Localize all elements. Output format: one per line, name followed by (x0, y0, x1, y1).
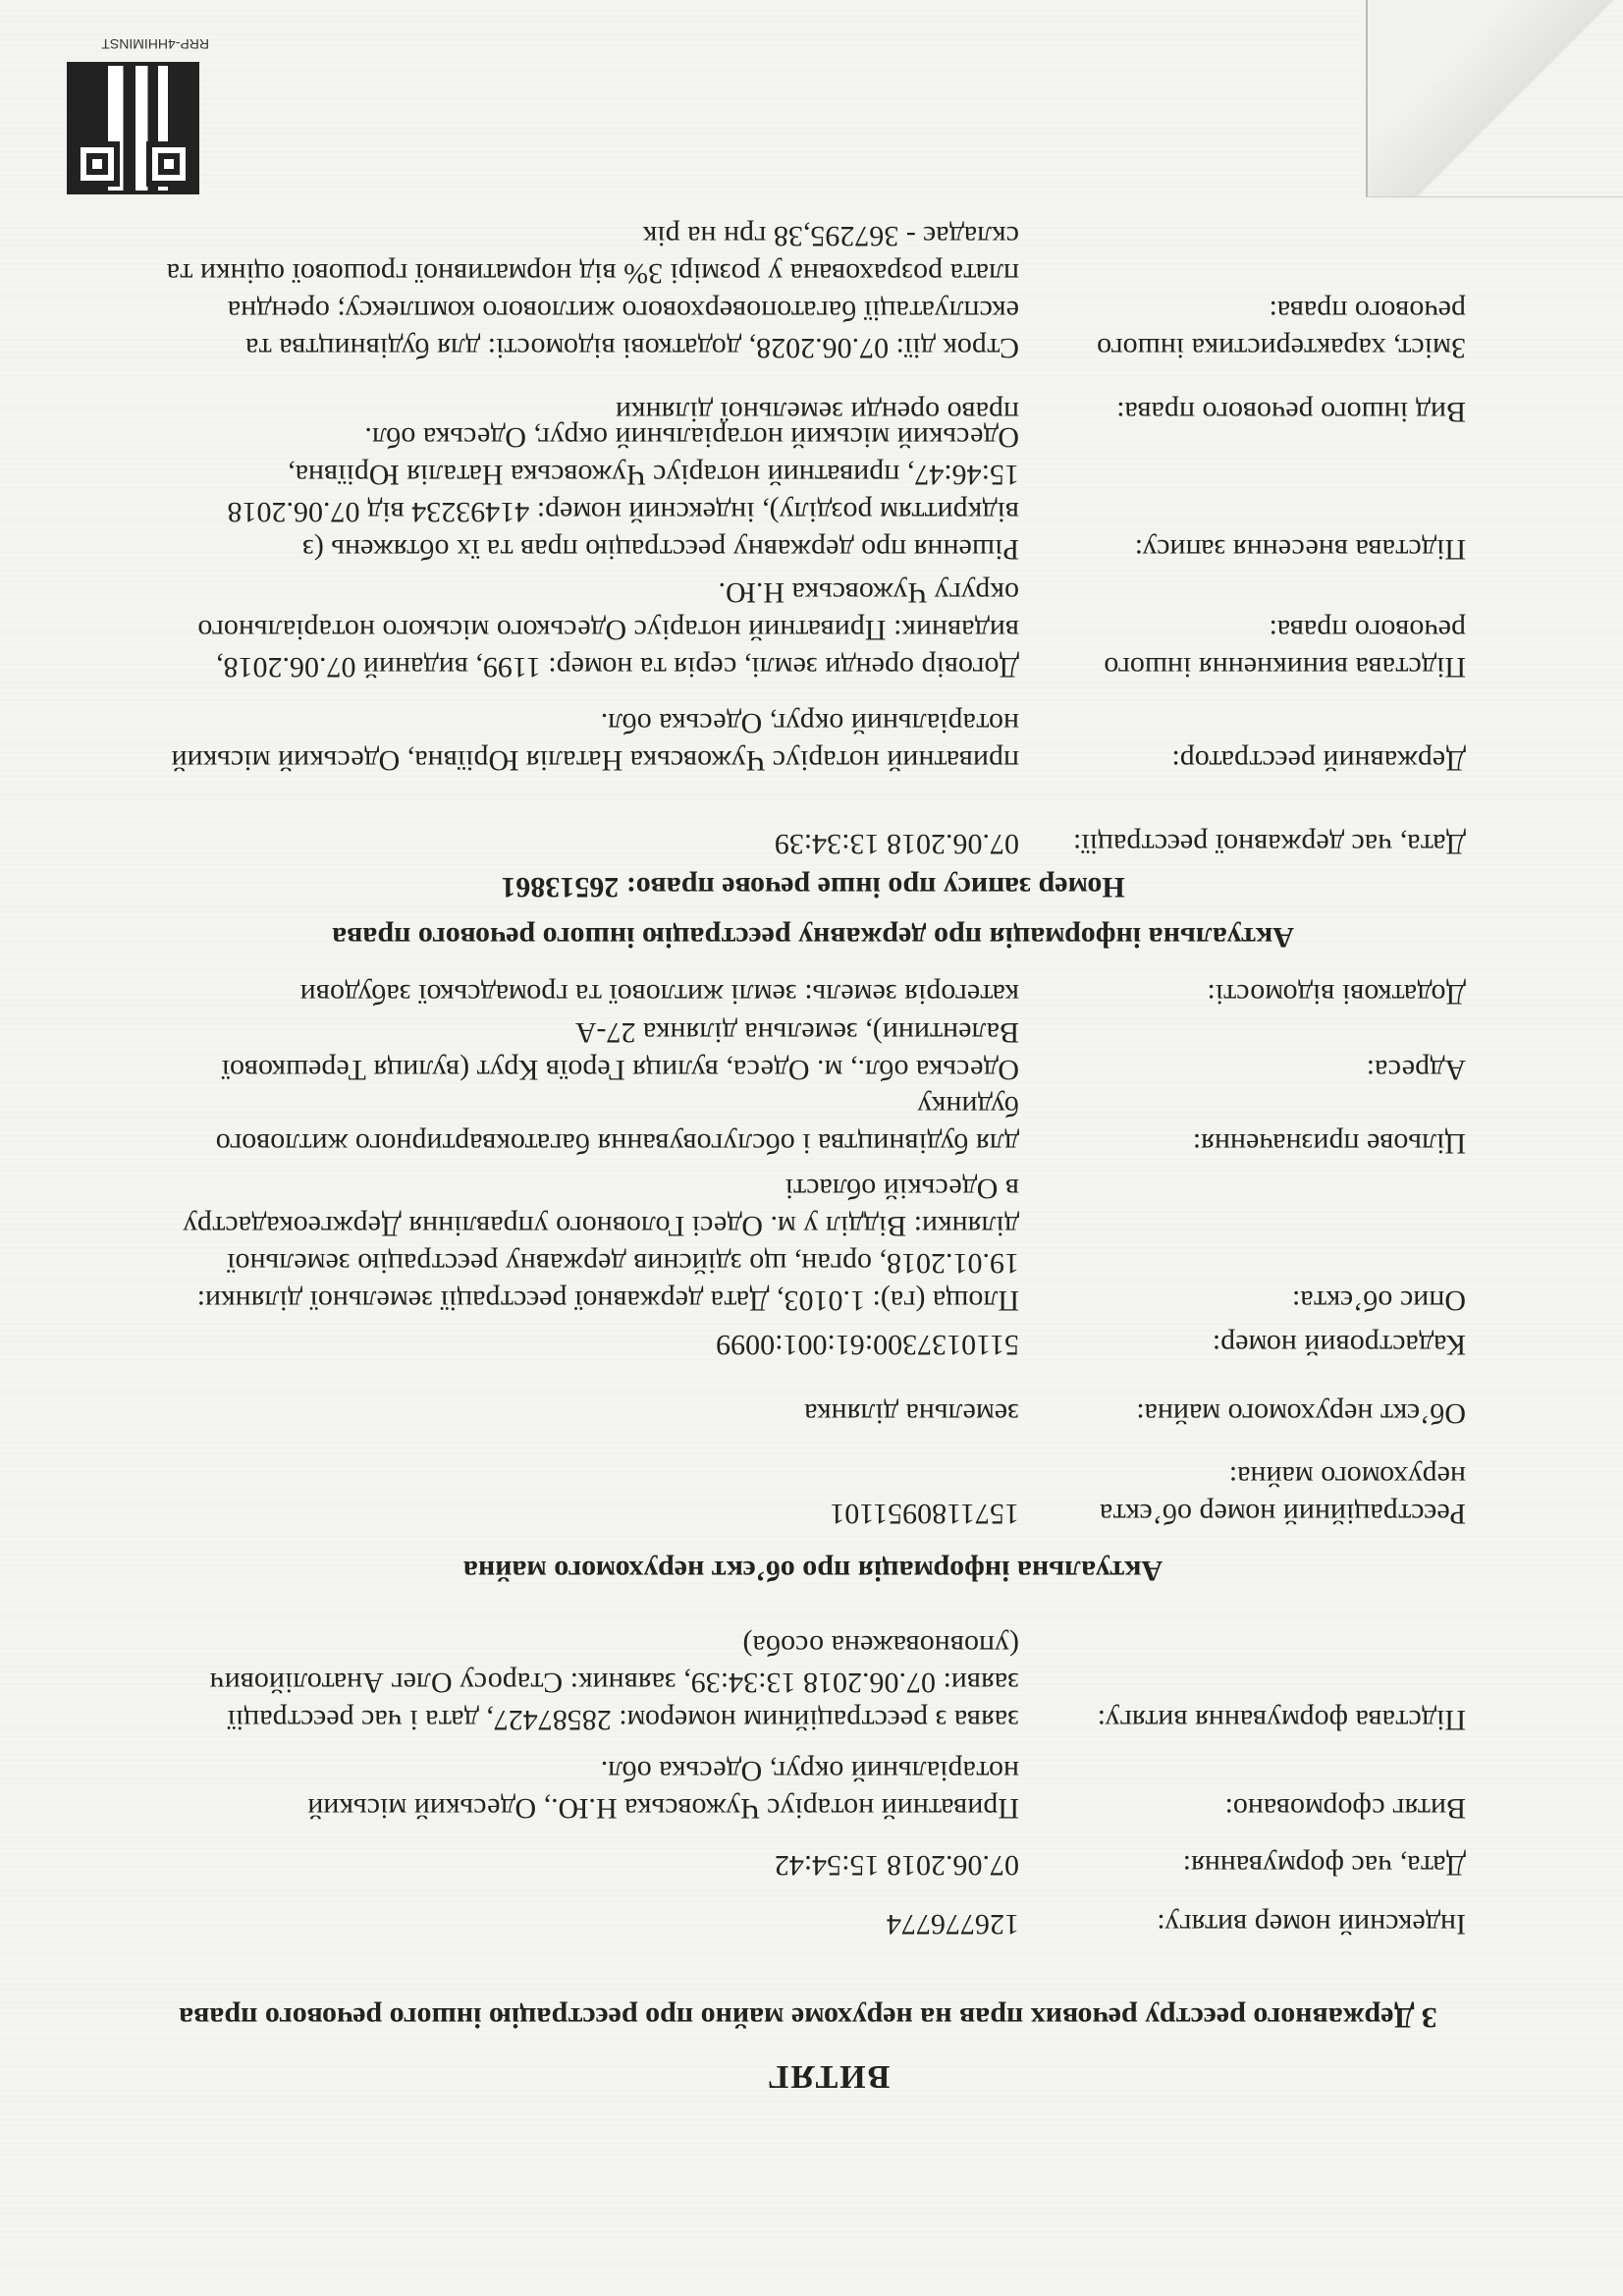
field-label: Витяг сформовано: (1224, 1792, 1466, 1825)
field-value: Рішення про державну реєстрацію прав та їх обтяжень (з відкриттям розділу), індексний номер: 41493234 від 07.06.2018 15:46:47, приватний нотаріус Чужовська Наталія Юріївна, Одеський міський нотаріальний округ, Одеська обл. (227, 421, 1019, 566)
field-label: Додаткові відомості: (1207, 978, 1466, 1011)
field-value: Одеська обл., м. Одеса, вулиця Героїв Крут (вулиця Терешкової Валентини), земельна ділянка 27-А (221, 1016, 1019, 1086)
field-label: Реєстраційний номер об’єкта нерухомого майна: (1099, 1460, 1466, 1530)
field-value: Договір оренди землі, серія та номер: 1199, виданий 07.06.2018, видавник: Приватний нотаріус Одеського міського нотаріального округу Чужовська Н.Ю. (197, 576, 1019, 683)
field-value: Приватний нотаріус Чужовська Н.Ю., Одеський міський нотаріальний округ, Одеська обл. (307, 1755, 1019, 1825)
field-value: земельна ділянка (804, 1397, 1019, 1430)
field-value: Строк дії: 07.06.2028, додаткові відомості: для будівництва та експлуатації багатоповерхового житлового комплексу; орендна плата розрахована у розмірі 3% від нормативної грошової оцінки та складає - 367295,38 грн на рік (166, 220, 1019, 364)
document-title: ВИТЯГ (765, 2058, 891, 2095)
field-label: Вид іншого речового права: (1116, 396, 1466, 428)
field-label: Об’єкт нерухомого майна: (1136, 1397, 1466, 1430)
field-value: для будівництва і обслуговування багатоквартирного житлового будинку (215, 1090, 1019, 1160)
page-fold (1366, 0, 1623, 197)
field-label: Державний реєстратор: (1171, 744, 1466, 777)
section-heading-object: Актуальна інформація про об’єкт нерухомого майна (462, 1555, 1163, 1587)
record-number: Номер запису про інше речове право: 26513861 (501, 871, 1125, 903)
field-value: 07.06.2018 13:34:39 (774, 828, 1019, 860)
field-label: Адреса: (1366, 1054, 1466, 1086)
section-heading-right: Актуальна інформація про державну реєстрацію іншого речового права (332, 921, 1294, 954)
field-label: Дата, час державної реєстрації: (1072, 828, 1466, 860)
field-label: Зміст, характеристика іншого речового права: (1097, 295, 1466, 364)
field-label: Підстава виникнення іншого речового права: (1104, 614, 1466, 683)
field-label: Індексний номер витягу: (1157, 1908, 1466, 1941)
field-value: заява з реєстраційним номером: 28587427, дата і час реєстрації заяви: 07.06.2018 13:34:39, заявник: Старосу Олег Анатолійович (уповноважена особа) (209, 1629, 1019, 1736)
form-code: RRP-4HHIMINST (101, 36, 209, 52)
field-value: приватний нотаріус Чужовська Наталія Юріївна, Одеський міський нотаріальний округ, Одеська обл. (171, 707, 1019, 777)
field-value: Площа (га): 1.0103, Дата державної реєстрації земельної ділянки: 19.01.2018, орган, що здійснив державну реєстрацію земельної ділянки: Відділ у м. Одесі Головного управління Держгеокадастру в Одеській області (183, 1173, 1019, 1317)
document-subtitle: З Державного реєстру речових прав на нерухоме майно про реєстрацію іншого речового права (179, 2001, 1437, 2034)
field-label: Підстава формування витягу: (1097, 1704, 1466, 1736)
field-label: Опис об’єкта: (1291, 1285, 1466, 1317)
field-value: право оренди земельної ділянки (615, 396, 1019, 428)
field-value: 07.06.2018 15:54:42 (774, 1849, 1019, 1882)
field-label: Кадастровий номер: (1212, 1329, 1466, 1361)
field-value: категорія земель: землі житлової та громадської забудови (299, 978, 1019, 1011)
field-label: Цільове призначення: (1192, 1127, 1466, 1160)
field-label: Дата, час формування: (1182, 1849, 1466, 1882)
qr-code-icon (67, 62, 199, 194)
field-value: 5110137300:61:001:0099 (716, 1329, 1019, 1361)
field-label: Підстава внесення запису: (1134, 533, 1466, 566)
field-value: 126776774 (887, 1908, 1019, 1941)
field-value: 1571180951101 (830, 1498, 1019, 1530)
